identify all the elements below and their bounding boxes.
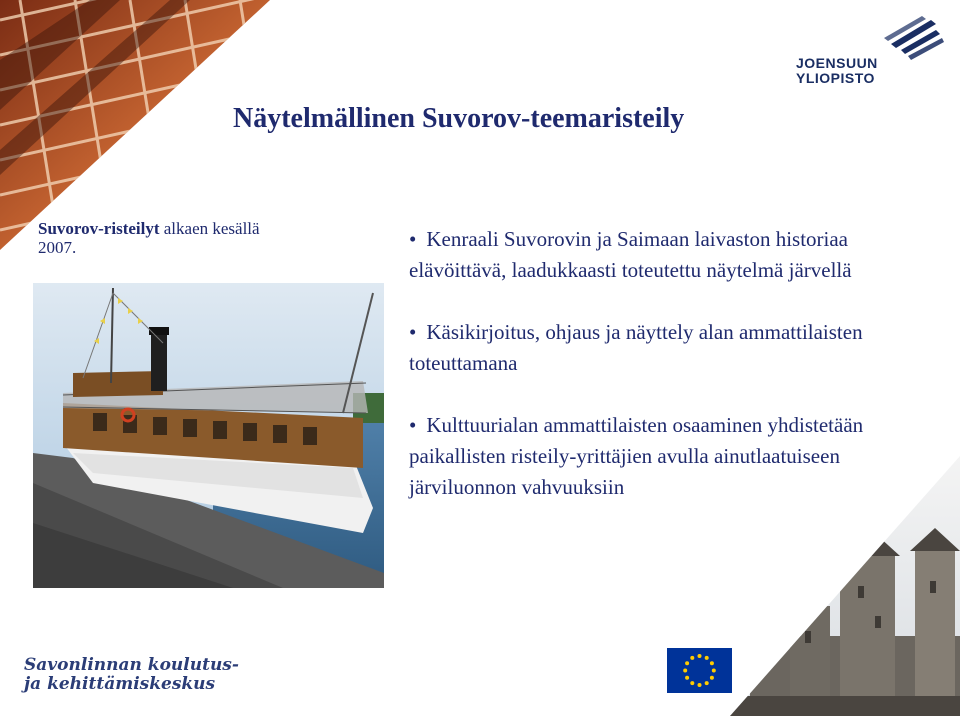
slide-title: Näytelmällinen Suvorov-teemaristeily: [233, 103, 685, 134]
caption-rest: alkaen kesällä 2007.: [38, 219, 260, 257]
logo-line-1: JOENSUUN: [796, 55, 878, 71]
bullet-item-1: • Kenraali Suvorovin ja Saimaan laivaston historiaa elävöittävä, laadukkaasti toteutettu näytelmä järvellä: [409, 224, 909, 286]
bullet-item-2: • Käsikirjoitus, ohjaus ja näyttely alan ammattilaisten toteuttamana: [409, 317, 909, 379]
footer-organization-logo: [24, 656, 239, 694]
bullet-item-3: • Kulttuurialan ammattilaisten osaaminen yhdistetään paikallisten risteily-yrittäjien avulla ainutlaatuiseen järviluonnon vahvuuksiin: [409, 410, 909, 503]
footer-line-1: Savonlinnan koulutus-: [24, 655, 239, 675]
brick-corner-image: [0, 0, 270, 250]
logo-line-2: YLIOPISTO: [796, 70, 875, 86]
logo-wordmark: [796, 56, 878, 86]
steamboat-photo: [33, 283, 384, 588]
footer-line-2: ja kehittämiskeskus: [24, 674, 216, 694]
caption-bold: Suvorov-risteilyt: [38, 219, 160, 238]
castle-image: [730, 456, 960, 716]
photo-caption: [38, 219, 268, 257]
eu-flag-icon: [667, 648, 732, 693]
university-logo: [796, 14, 946, 94]
